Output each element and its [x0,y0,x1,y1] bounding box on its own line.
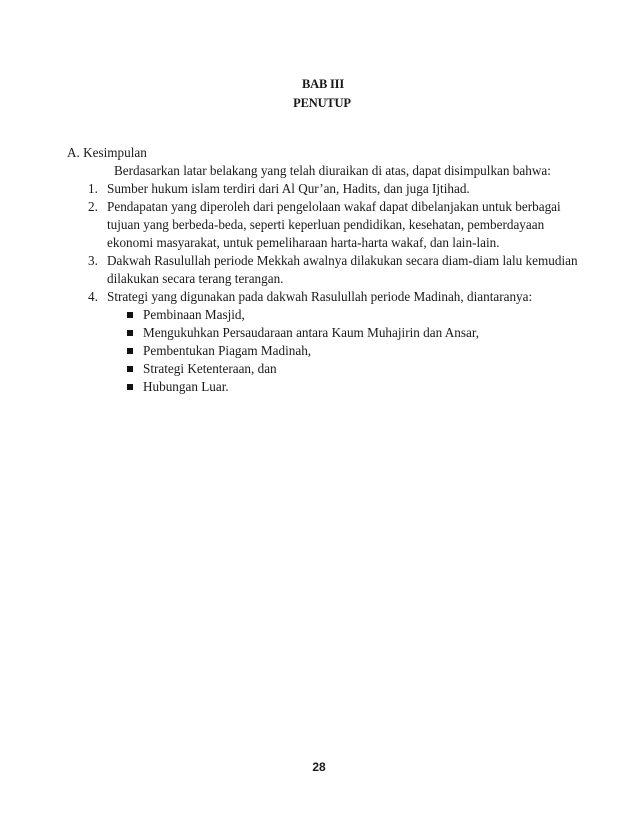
list-item-number: 3. [88,253,98,268]
list-item-text: Dakwah Rasulullah periode Mekkah awalnya dilakukan secara diam-diam lalu kemudian [107,253,578,268]
list-item-number: 2. [88,199,98,214]
bullet-text: Pembentukan Piagam Madinah, [143,343,312,358]
square-bullet-icon [127,330,133,336]
list-item-number: 1. [88,181,98,196]
list-item-number: 4. [88,289,98,304]
bullet-text: Hubungan Luar. [143,379,229,394]
list-item-text: ekonomi masyarakat, untuk pemeliharaan harta-harta wakaf, dan lain-lain. [107,235,500,250]
chapter-title: PENUTUP [293,96,351,110]
list-item-text: Sumber hukum islam terdiri dari Al Qur’an, Hadits, dan juga Ijtihad. [107,181,470,196]
chapter-number: BAB III [301,77,345,91]
section-title: A. Kesimpulan [67,145,147,160]
bullet-text: Strategi Ketenteraan, dan [143,361,277,376]
bullet-item [127,325,479,341]
page-number: 28 [312,760,326,774]
square-bullet-icon [127,312,133,318]
square-bullet-icon [127,384,133,390]
bullet-item [127,379,229,395]
intro-paragraph: Berdasarkan latar belakang yang telah diuraikan di atas, dapat disimpulkan bahwa: [114,163,551,178]
list-item-text: Pendapatan yang diperoleh dari pengelolaan wakaf dapat dibelanjakan untuk berbagai [107,199,561,214]
bullet-item [127,307,245,323]
bullet-item [127,361,277,377]
square-bullet-icon [127,366,133,372]
bullet-text: Mengukuhkan Persaudaraan antara Kaum Muhajirin dan Ansar, [143,325,480,340]
square-bullet-icon [127,348,133,354]
list-item-text: tujuan yang berbeda-beda, seperti keperluan pendidikan, kesehatan, pemberdayaan [107,217,545,232]
bullet-text: Pembinaan Masjid, [143,307,245,322]
list-item-text: Strategi yang digunakan pada dakwah Rasulullah periode Madinah, diantaranya: [107,289,533,304]
bullet-item [127,343,311,359]
list-item-text: dilakukan secara terang terangan. [107,271,284,286]
